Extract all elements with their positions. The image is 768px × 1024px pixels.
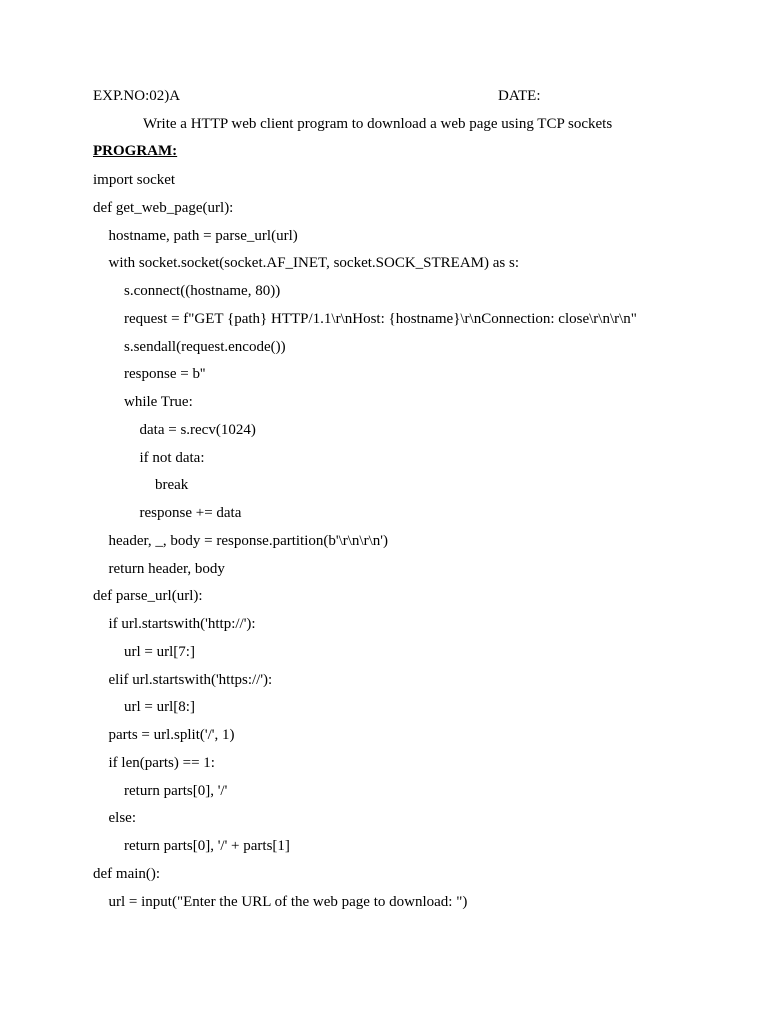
- code-line: return parts[0], '/' + parts[1]: [124, 838, 290, 854]
- experiment-number: EXP.NO:02)A: [93, 88, 181, 104]
- aim-statement: Write a HTTP web client program to download a web page using TCP sockets: [143, 116, 613, 132]
- code-line: request = f"GET {path} HTTP/1.1\r\nHost: {hostname}\r\nConnection: close\r\n\r\n": [124, 310, 637, 327]
- program-heading: PROGRAM:: [93, 143, 178, 159]
- code-line: def parse_url(url):: [93, 588, 203, 605]
- code-line: url = url[7:]: [124, 643, 195, 660]
- code-line: parts = url.split('/', 1): [108, 727, 235, 743]
- code-line: hostname, path = parse_url(url): [108, 227, 298, 244]
- code-line: url = url[8:]: [124, 699, 195, 716]
- code-line: s.connect((hostname, 80)): [124, 283, 281, 299]
- code-line: return parts[0], '/': [124, 782, 228, 799]
- code-line: while True:: [124, 394, 193, 410]
- code-line: with socket.socket(socket.AF_INET, socket.SOCK_STREAM) as s:: [108, 255, 520, 272]
- code-line: break: [155, 477, 189, 494]
- code-line: if len(parts) == 1:: [108, 754, 215, 771]
- code-line: if url.startswith('http://'):: [108, 616, 256, 632]
- code-line: data = s.recv(1024): [139, 421, 256, 438]
- code-line: def get_web_page(url):: [93, 199, 234, 216]
- code-line: import socket: [93, 172, 176, 188]
- code-line: s.sendall(request.encode()): [124, 338, 286, 355]
- code-line: if not data:: [139, 449, 205, 466]
- code-line: return header, body: [108, 560, 225, 577]
- code-line: elif url.startswith('https://'):: [108, 671, 273, 688]
- code-line: response += data: [139, 505, 242, 521]
- code-line: response = b'': [124, 366, 206, 383]
- date-label: DATE:: [498, 88, 541, 104]
- code-line: url = input("Enter the URL of the web page to download: "): [108, 893, 468, 910]
- code-block: [93, 171, 637, 920]
- code-line: def main():: [93, 865, 161, 882]
- code-line: else:: [108, 810, 136, 827]
- code-line: header, _, body = response.partition(b'\r\n\r\n'): [108, 532, 388, 549]
